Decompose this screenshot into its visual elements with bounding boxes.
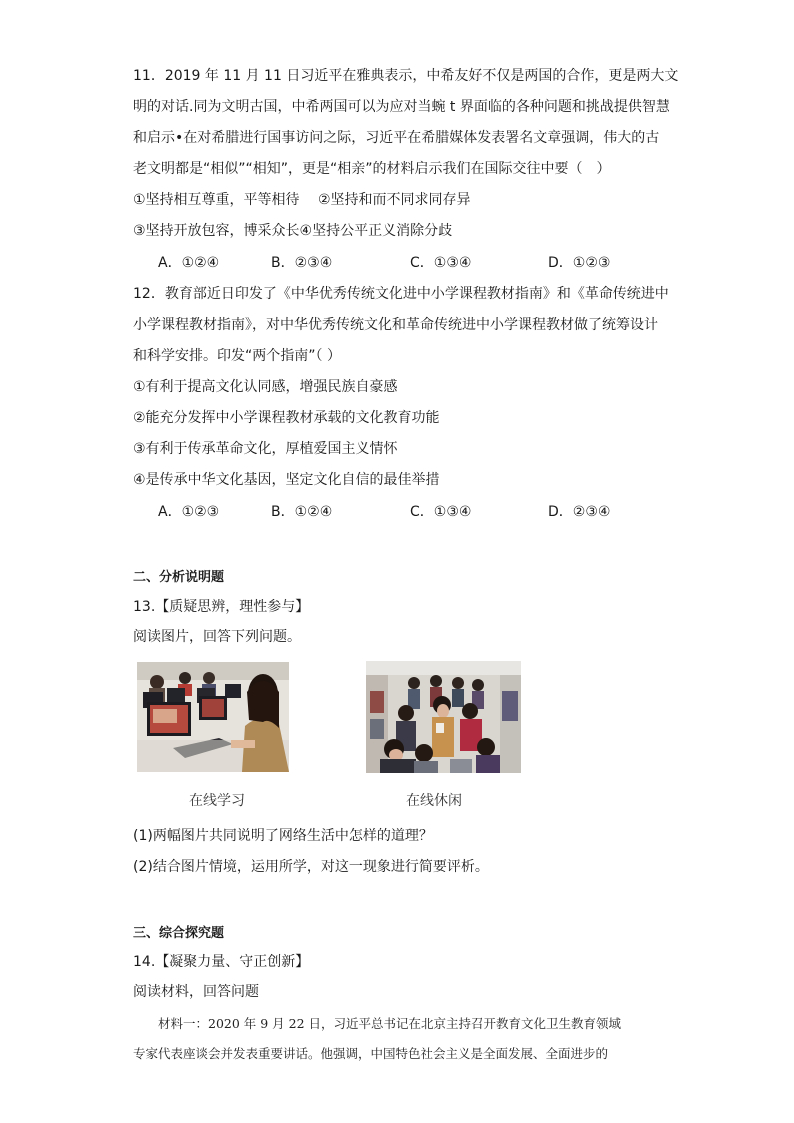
q12-option-b: B．①②④ <box>271 504 333 520</box>
q12-option-a: A．①②③ <box>158 504 220 520</box>
material-line-1: 材料一：2020 年 9 月 22 日，习近平总书记在北京主持召开教育文化卫生教育领域 <box>133 1016 622 1031</box>
q11-option-a: A．①②④ <box>158 255 220 271</box>
q12-statement-3: ③有利于传承革命文化，厚植爱国主义情怀 <box>133 441 398 457</box>
q13-title: 13.【质疑思辨，理性参与】 <box>133 599 310 615</box>
q13-intro: 阅读图片，回答下列问题。 <box>133 629 301 645</box>
q13-sub-question-1: (1)两幅图片共同说明了网络生活中怎样的道理？ <box>133 828 433 844</box>
q11-line-2: 明的对话.同为文明古国，中希两国可以为应对当蜿 t 界面临的各种问题和挑战提供智慧 <box>133 99 670 115</box>
caption-online-learning: 在线学习 <box>189 793 245 809</box>
online-learning-photo <box>137 662 289 772</box>
q11-line-1: 11．2019 年 11 月 11 日习近平在雅典表示，中希友好不仅是两国的合作，更是两大文 <box>133 68 679 84</box>
q12-statement-4: ④是传承中华文化基因，坚定文化自信的最佳举措 <box>133 472 440 488</box>
section-3-heading: 三、综合探究题 <box>133 926 225 941</box>
online-leisure-photo <box>366 661 521 773</box>
q12-line-2: 小学课程教材指南》，对中华优秀传统文化和革命传统进中小学课程教材做了统筹设计 <box>133 317 658 333</box>
q12-option-c: C．①③④ <box>410 504 472 520</box>
q11-line-4: 老文明都是“相似”“相知”，更是“相亲”的材料启示我们在国际交往中要（ ） <box>133 161 611 177</box>
q12-statement-2: ②能充分发挥中小学课程教材承载的文化教育功能 <box>133 410 440 426</box>
q12-line-1: 12．教育部近日印发了《中华优秀传统文化进中小学课程教材指南》和《革命传统进中 <box>133 286 669 302</box>
section-2-heading: 二、分析说明题 <box>133 570 225 585</box>
q13-sub-question-2: (2)结合图片情境，运用所学，对这一现象进行简要评析。 <box>133 859 489 875</box>
material-line-2: 专家代表座谈会并发表重要讲话。他强调，中国特色社会主义是全面发展、全面进步的 <box>133 1046 609 1061</box>
caption-online-leisure: 在线休闲 <box>406 793 462 809</box>
q11-option-b: B．②③④ <box>271 255 333 271</box>
q12-option-d: D．②③④ <box>548 504 611 520</box>
q11-statement-2: ③坚持开放包容，博采众长④坚持公平正义消除分歧 <box>133 223 453 239</box>
q11-option-d: D．①②③ <box>548 255 611 271</box>
q14-title: 14.【凝聚力量、守正创新】 <box>133 954 310 970</box>
q11-line-3: 和启示•在对希腊进行国事访问之际，习近平在希腊媒体发表署名文章强调，伟大的古 <box>133 130 660 146</box>
q12-statement-1: ①有利于提高文化认同感，增强民族自豪感 <box>133 379 398 395</box>
q12-line-3: 和科学安排。印发“两个指南”（ ） <box>133 348 341 364</box>
q14-intro: 阅读材料，回答问题 <box>133 984 259 1000</box>
q11-statement-1: ①坚持相互尊重，平等相待 ②坚持和而不同求同存异 <box>133 192 471 208</box>
q11-option-c: C．①③④ <box>410 255 472 271</box>
